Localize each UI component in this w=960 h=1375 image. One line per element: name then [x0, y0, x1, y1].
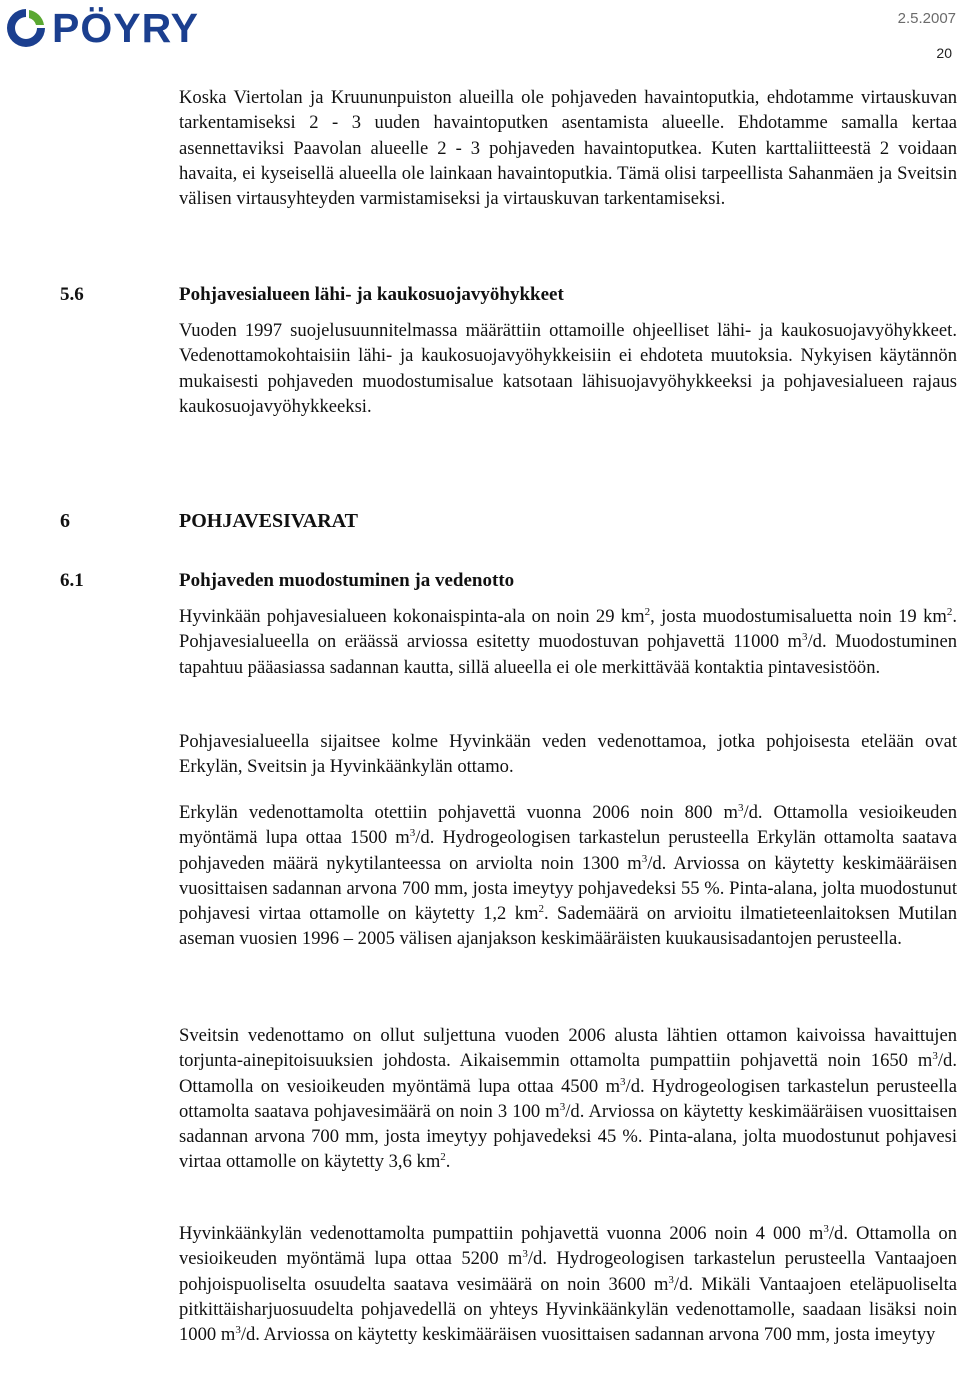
text-run: /d. Ottamolla on vesioikeuden myöntämä lupa ottaa 4500 m [179, 1050, 957, 1097]
text-run: /d. Ottamolla on vesioikeuden myöntämä lupa ottaa 5200 m [179, 1223, 958, 1270]
logo-wordmark: PÖYRY [52, 5, 200, 51]
document-date: 2.5.2007 [897, 10, 956, 27]
superscript: 3 [668, 1273, 674, 1286]
superscript: 2 [538, 903, 544, 916]
paragraph-6-1-intakes: Pohjavesialueella sijaitsee kolme Hyvinkään veden vedenottamoa, jotka pohjoisesta etelään ovat Erkylän, Sveitsin ja Hyvinkäänkylän ottamo. [179, 731, 957, 778]
superscript: 3 [409, 827, 416, 840]
poyry-logo-icon [4, 6, 48, 50]
paragraph-6-1-hyvinkaankyla [179, 1221, 957, 1347]
paragraph-6-1-sveitsi [179, 1023, 957, 1175]
paragraph-intro: Koska Viertolan ja Kruununpuiston alueilla ole pohjaveden havaintoputkia, ehdotamme virtauskuvan tarkentamiseksi 2 - 3 uuden havaintoputken asentamista alueelle. Ehdotamme samalla kertaa asennettaviksi Paavolan alueelle 2 - 3 pohjaveden havaintoputkea. Kuten karttaliitteestä 2 voidaan havaita, ei kyseisellä alueella ole lainkaan havaintoputkia. Tämä olisi tarpeellista Sahanmäen ja Sveitsin välisen virtausyhteyden varmistamiseksi ja virtauskuvan tarkentamiseksi. [179, 87, 957, 210]
text-run: /d. Hydrogeologisen tarkastelun perusteella Erkylän ottamolta saatava pohjaveden määrä nykytilanteessa on arviolta noin 1300 m [179, 827, 957, 874]
superscript: 3 [620, 1075, 626, 1088]
text-run: . [445, 1151, 451, 1173]
text-run: Hyvinkään pohjavesialueen kokonaispinta-ala on noin 29 km [179, 606, 645, 627]
section-number: 6.1 [60, 570, 84, 591]
text-run: . Sademäärä on arvioitu ilmatieteenlaitoksen Mutilan aseman vuosien 1996 – 2005 välisen ajanjakson keskimääräisten kuukausisadantojen perusteella. [179, 903, 958, 950]
text-run: /d. Hydrogeologisen tarkastelun perusteella ottamolta saatava pohjavesimäärä on noin 3 100 m [179, 1075, 957, 1122]
section-title: Pohjavesialueen lähi- ja kaukosuojavyöhykkeet [179, 284, 564, 305]
superscript: 3 [737, 802, 744, 814]
paragraph-5-6: Vuoden 1997 suojelusuunnitelmassa määrättiin ottamoille ohjeelliset lähi- ja kaukosuojavyöhykkeet. Vedenottamokohtaisiin lähi- ja kaukosuojavyöhykkeisiin ei ehdoteta muutoksia. Nykyisen käytännön mukaisesti pohjaveden muodostumisalue katsotaan lähisuojavyöhykkeeksi ja pohjavesialueen rajaus kaukosuojavyöhykkeeksi. [179, 320, 957, 417]
page-number: 20 [936, 45, 952, 61]
text-run: Erkylän vedenottamolta otettiin pohjavettä vuonna 2006 noin 800 m [179, 802, 738, 823]
superscript: 3 [823, 1223, 829, 1235]
superscript: 3 [801, 631, 808, 644]
paragraph-6-1-area [179, 604, 957, 680]
text-run: Hyvinkäänkylän vedenottamolta pumpattiin pohjavettä vuonna 2006 noin 4 000 m [179, 1223, 824, 1244]
text-run: /d. Arviossa on käytetty keskimääräisen vuosittaisen sadannan arvona 700 mm, josta imeytyy [240, 1324, 936, 1346]
text-run: /d. Arviossa on käytetty keskimääräisen vuosittaisen sadannan arvona 700 mm, josta imeytyy pohjavedeksi 55 %. Pinta-alana, jolta muodostunut pohjavesi virtaa ottamolle on käytetty 1,2 km [179, 852, 957, 925]
chapter-number: 6 [60, 510, 70, 532]
text-run: /d. Hydrogeologisen tarkastelun perusteella Vantaajoen pohjoispuoliselta osuudelta saatava vesimäärä on noin 3600 m [179, 1248, 957, 1295]
superscript: 3 [559, 1100, 566, 1113]
text-run: . Pohjavesialueella on eräässä arviossa esitetty muodostuvan pohjavettä 11000 m [179, 606, 957, 653]
text-run: /d. Ottamolla vesioikeuden myöntämä lupa ottaa 1500 m [179, 802, 958, 849]
chapter-title: POHJAVESIVARAT [179, 510, 358, 532]
text-run: Sveitsin vedenottamo on ollut suljettuna vuoden 2006 alusta lähtien ottamon kaivoissa havaittujen torjunta-ainepitoisuuksien johdosta. Aikaisemmin ottamolta pumpattiin pohjavettä noin 1650 m [179, 1025, 957, 1072]
superscript: 3 [235, 1324, 241, 1337]
superscript: 2 [440, 1151, 446, 1164]
company-logo [4, 6, 199, 50]
superscript: 3 [522, 1248, 528, 1261]
text-run: /d. Muodostuminen tapahtuu pääasiassa sadannan kautta, sillä alueella ei ole merkittävää kontaktia pintavesistöön. [179, 631, 957, 678]
text-run: , josta muodostumisaluetta noin 19 km [650, 606, 947, 627]
text-run: /d. Mikäli Vantaajoen eteläpuoliselta pitkittäisharjuosuudelta pohjavedellä on yhteys Hyvinkäänkylän vedenottamolle, saadaan lisäksi noin 1000 m [179, 1273, 957, 1346]
paragraph-6-1-erkyla [179, 800, 957, 952]
text-run: /d. Arviossa on käytetty keskimääräisen vuosittaisen sadannan arvona 700 mm, josta imeytyy pohjavedeksi 45 %. Pinta-alana, jolta muodostunut pohjavesi virtaa ottamolle on käytetty 3,6 km [179, 1100, 957, 1173]
superscript: 3 [641, 852, 648, 865]
superscript: 3 [932, 1050, 938, 1063]
chapter-heading-6 [60, 509, 358, 534]
section-heading-6-1 [60, 568, 514, 593]
section-number: 5.6 [60, 284, 84, 305]
section-heading-5-6 [60, 282, 564, 307]
section-title: Pohjaveden muodostuminen ja vedenotto [179, 570, 515, 591]
superscript: 2 [644, 606, 651, 618]
page-header [0, 0, 960, 61]
superscript: 2 [946, 606, 953, 618]
